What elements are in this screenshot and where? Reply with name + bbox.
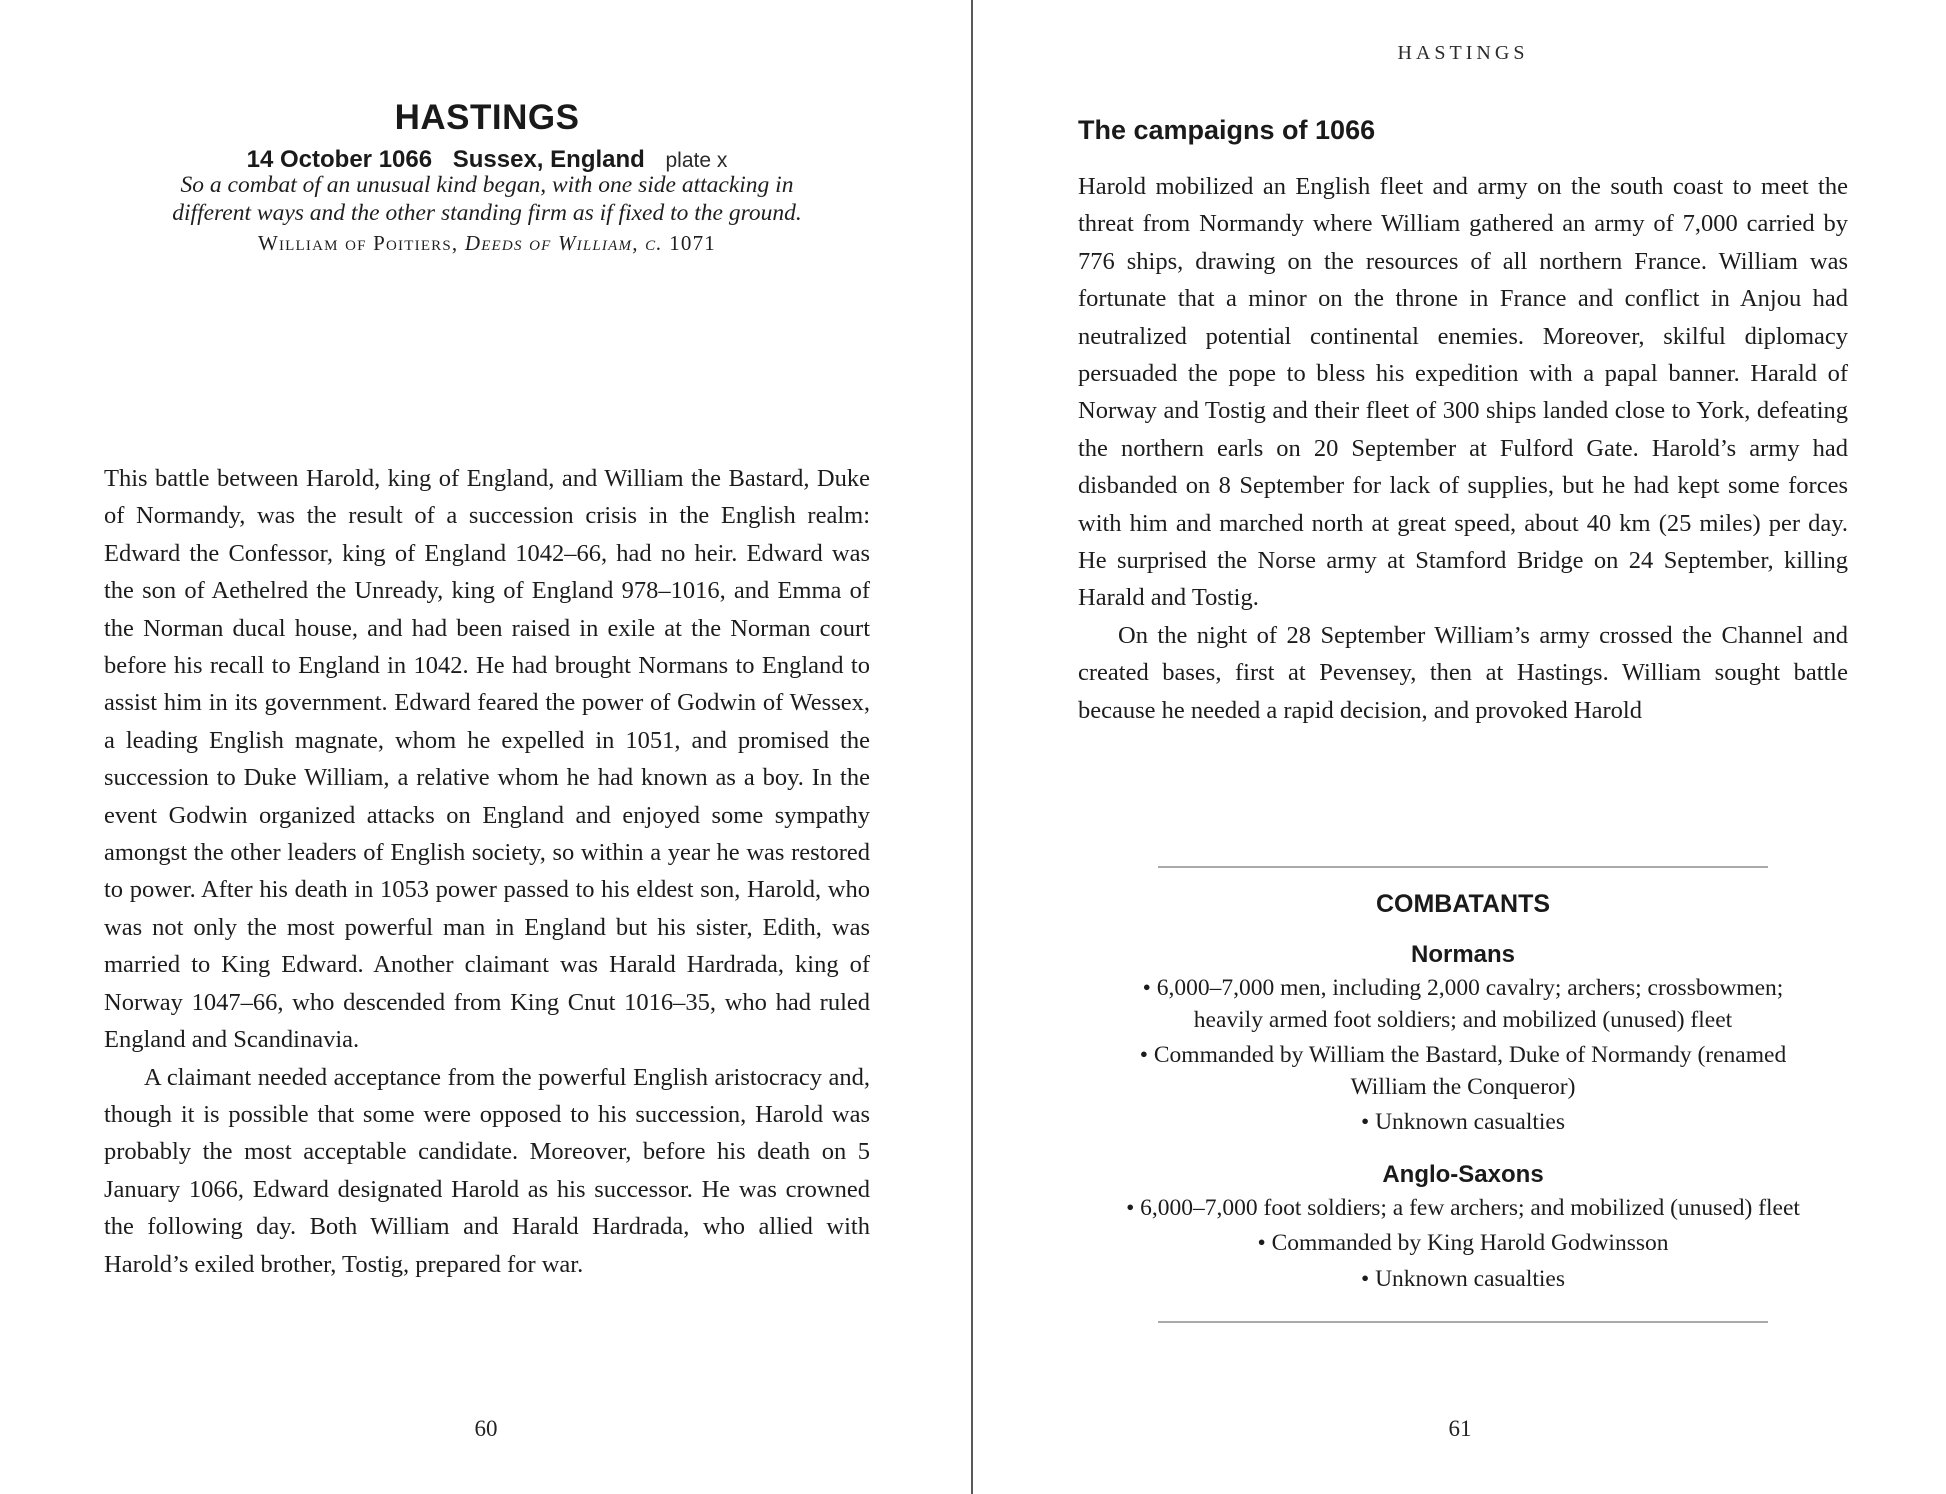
combatant-group-anglo-saxons [1078,1161,1848,1296]
combatant-bullet: • Unknown casualties [1360,1109,1566,1135]
page-number-left: 60 [474,1416,498,1441]
epigraph-quote [104,172,870,227]
page-gutter-divider [971,0,973,1494]
attribution-author: William of Poitiers, [257,231,459,255]
left-paragraph-1: This battle between Harold, king of England, and William the Bastard, Duke of Normandy, was the result of a succession crisis in the English realm: Edward the Confessor, king of England 1042–66, had no heir. Edward was the son of Aethelred the Unready, king of England 978–1016, and Emma of the Norman ducal house, and had been raised in exile at the Norman court before his recall to England in 1042. He had brought Normans to England to assist him in its government. Edward feared the power of Godwin of Wessex, a leading English magnate, whom he expelled in 1051, and promised the succession to Duke William, a relative whom he had known as a boy. In the event Godwin organized attacks on England and enjoyed some sympathy amongst the other leaders of English society, so within a year he was restored to power. After his death in 1053 power passed to his eldest son, Harold, who was not only the most powerful man in England but his sister, Edith, was married to King Edward. Another claimant was Harald Hardrada, king of Norway 1047–66, who descended from King Cnut 1016–35, who had ruled England and Scandinavia. [104,465,870,1054]
combatants-top-rule [1158,866,1768,868]
right-page [974,0,1946,1494]
section-heading: The campaigns of 1066 [1078,115,1376,145]
epigraph-quote-line-2: different ways and the other standing firm as if fixed to the ground. [172,199,802,226]
right-paragraph-2: On the night of 28 September William’s army crossed the Channel and created bases, first at Pevensey, then at Hastings. William sought battle because he needed a rapid decision, and provoked Harold [1078,621,1848,724]
battle-title: HASTINGS [394,98,580,137]
epigraph-quote-line-1: So a combat of an unusual kind began, with one side attacking in [180,172,794,198]
attribution-circa: , c. [632,231,663,255]
right-paragraph-1: Harold mobilized an English fleet and army on the south coast to meet the threat from Normandy where William gathered an army of 7,000 carried by 776 ships, drawing on the resources of all northern France. William was fortunate that a minor on the throne in France and conflict in Anjou had neutralized potential continental enemies. Moreover, skilful diplomacy persuaded the pope to bless his expedition with a papal banner. Harald of Norway and Tostig and their fleet of 300 ships landed close to York, defeating the northern earls on 20 September at Fulford Gate. Harold’s army had disbanded on 8 September for lack of supplies, but he had kept some forces with him and marched north at great speed, about 40 km (25 miles) per day. He surprised the Norse army at Stamford Bridge on 24 September, killing Harald and Tostig. [1078,173,1848,612]
attribution-work-title: Deeds of William [464,231,633,255]
combatant-group-name: Normans [1410,941,1516,968]
combatant-bullet: • Unknown casualties [1360,1265,1566,1292]
attribution-year: 1071 [669,231,717,255]
battle-subtitle [104,146,870,174]
combatant-bullet: • Commanded by William the Bastard, Duke of Normandy (renamed William the Conqueror) [1139,1042,1787,1100]
left-page [0,0,972,1494]
combatant-bullet: • 6,000–7,000 foot soldiers; a few archers; and mobilized (unused) fleet [1126,1194,1800,1221]
combatants-bottom-rule [1158,1321,1768,1323]
combatants-box [1078,866,1848,1323]
left-page-body [104,460,870,1283]
combatant-group-normans [1078,941,1848,1139]
combatant-group-name: Anglo-Saxons [1382,1160,1544,1188]
battle-location: Sussex, England [452,146,645,173]
epigraph-attribution [104,231,870,256]
battle-title-block [104,98,870,174]
left-paragraph-2: A claimant needed acceptance from the powerful English aristocracy and, though it is possible that some were opposed to his succession, Harold was probably the most acceptable candidate. Moreover, before his death on 5 January 1066, Edward designated Harold as his successor. He was crowned the following day. Both William and Harald Hardrada, who allied with Harold’s exiled brother, Tostig, prepared for war. [104,1063,870,1278]
page-number-right: 61 [1448,1416,1472,1441]
combatant-bullet: • Commanded by King Harold Godwinsson [1257,1230,1669,1256]
battle-date: 14 October 1066 [246,146,433,173]
plate-reference: plate x [665,149,728,172]
right-page-body [1078,168,1848,729]
running-header: HASTINGS [1397,42,1529,64]
combatant-bullet: • 6,000–7,000 men, including 2,000 cavalry; archers; crossbowmen; heavily armed foot soldiers; and mobilized (unused) fleet [1142,975,1784,1033]
combatants-title: COMBATANTS [1375,890,1551,918]
